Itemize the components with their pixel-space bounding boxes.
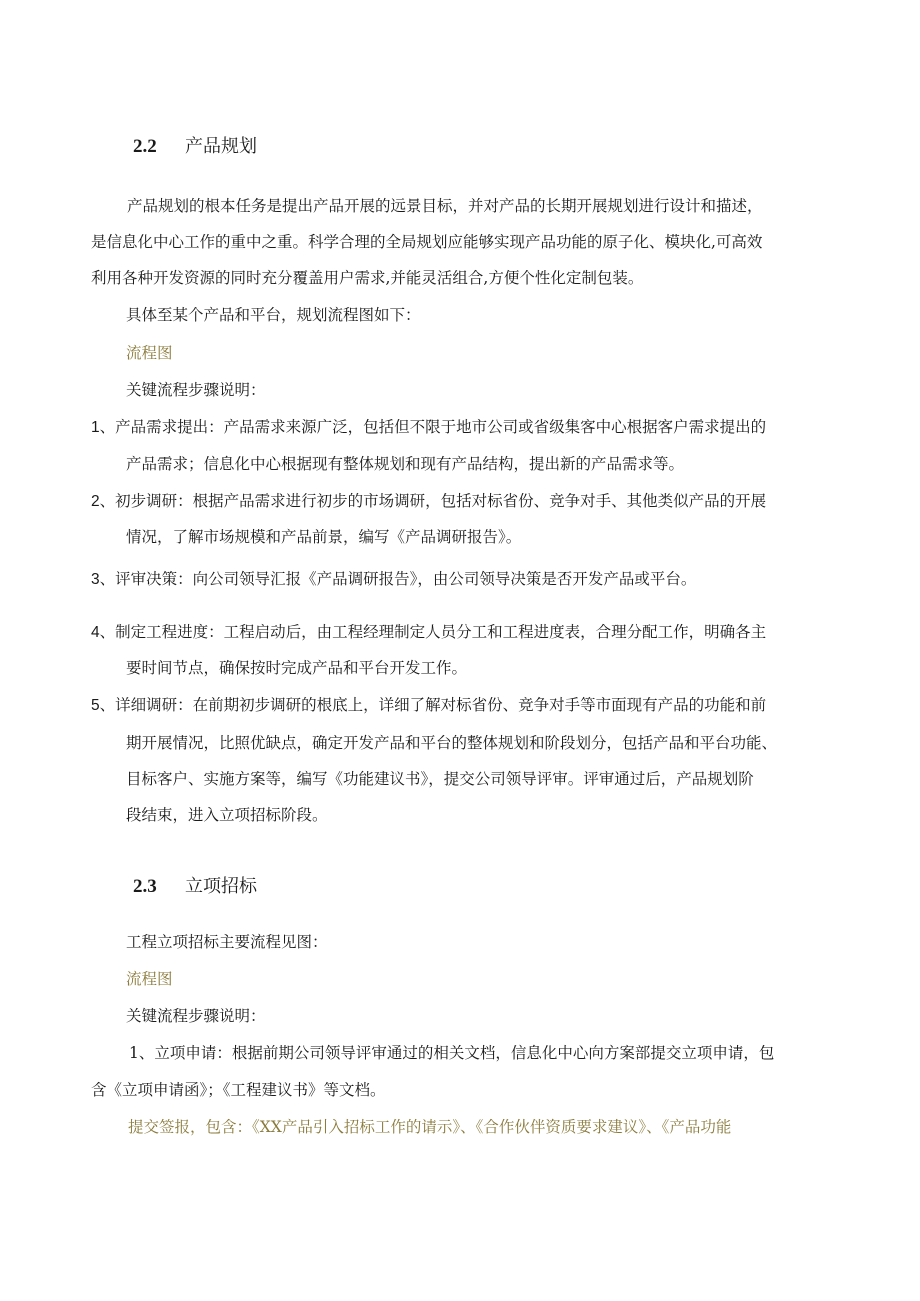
step-text-cont: 产品需求；信息化中心根据现有整体规划和现有产品结构，提出新的产品需求等。 (126, 455, 685, 473)
step-number: 5、 (91, 697, 116, 714)
intro-line-4: 具体至某个产品和平台，规划流程图如下： (126, 306, 421, 324)
step-item (91, 620, 766, 644)
step-text-cont: 段结束，进入立项招标阶段。 (126, 806, 328, 824)
step-number: 3、 (91, 571, 116, 588)
step-number: 4、 (91, 624, 116, 641)
step-number: 2、 (91, 493, 116, 510)
step-text: 详细调研：在前期初步调研的根底上，详细了解对标省份、竞争对手等市面现有产品的功能和前 (115, 696, 767, 714)
step-number: 1、 (91, 419, 116, 436)
step-text-cont: 要时间节点，确保按时完成产品和平台开发工作。 (126, 659, 468, 677)
step-item (91, 489, 766, 513)
section-number: 2.2 (133, 136, 157, 157)
step-text-cont: 情况，了解市场规模和产品前景，编写《产品调研报告》。 (126, 528, 522, 546)
bidding-line-1: 工程立项招标主要流程见图： (126, 933, 328, 951)
step-text: 产品需求提出：产品需求来源广泛，包括但不限于地市公司或省级集客中心根据客户需求提出的 (115, 418, 767, 436)
submit-line: 提交签报，包含：《XX产品引入招标工作的请示》、《合作伙伴资质要求建议》、《产品功能 (128, 1118, 732, 1136)
step-item (91, 567, 696, 591)
bidding-step1-line1: 1、立项申请：根据前期公司领导评审通过的相关文档，信息化中心向方案部提交立项申请，包 (129, 1044, 775, 1062)
flowchart-label-1: 流程图 (126, 344, 173, 362)
bidding-step1-line2: 含《立项申请函》；《工程建议书》等文档。 (91, 1081, 386, 1099)
intro-line-2: 是信息化中心工作的重中之重。科学合理的全局规划应能够实现产品功能的原子化、模块化,可高效 (91, 233, 763, 251)
section-heading-2-2 (133, 131, 257, 161)
section-title: 产品规划 (185, 136, 257, 157)
section-number: 2.3 (133, 876, 157, 897)
section-title: 立项招标 (185, 876, 257, 897)
step-text: 初步调研：根据产品需求进行初步的市场调研，包括对标省份、竞争对手、其他类似产品的开展 (115, 492, 767, 510)
intro-line-1: 产品规划的根本任务是提出产品开展的远景目标，并对产品的长期开展规划进行设计和描述， (127, 197, 763, 215)
flowchart-label-2: 流程图 (126, 970, 173, 988)
step-text: 制定工程进度：工程启动后，由工程经理制定人员分工和工程进度表，合理分配工作，明确各主 (115, 623, 767, 641)
step-text-cont: 期开展情况，比照优缺点，确定开发产品和平台的整体规划和阶段划分，包括产品和平台功能、 (126, 734, 778, 752)
section-heading-2-3 (133, 871, 257, 901)
steps-label-2: 关键流程步骤说明： (126, 1007, 266, 1025)
step-text: 评审决策：向公司领导汇报《产品调研报告》，由公司领导决策是否开发产品或平台。 (115, 570, 697, 588)
steps-label-1: 关键流程步骤说明： (126, 381, 266, 399)
step-text-cont: 目标客户、实施方案等，编写《功能建议书》，提交公司领导评审。评审通过后，产品规划阶 (126, 770, 754, 788)
step-item (91, 693, 766, 717)
intro-line-3: 利用各种开发资源的同时充分覆盖用户需求,并能灵活组合,方便个性化定制包装。 (91, 269, 644, 287)
step-item (91, 415, 766, 439)
